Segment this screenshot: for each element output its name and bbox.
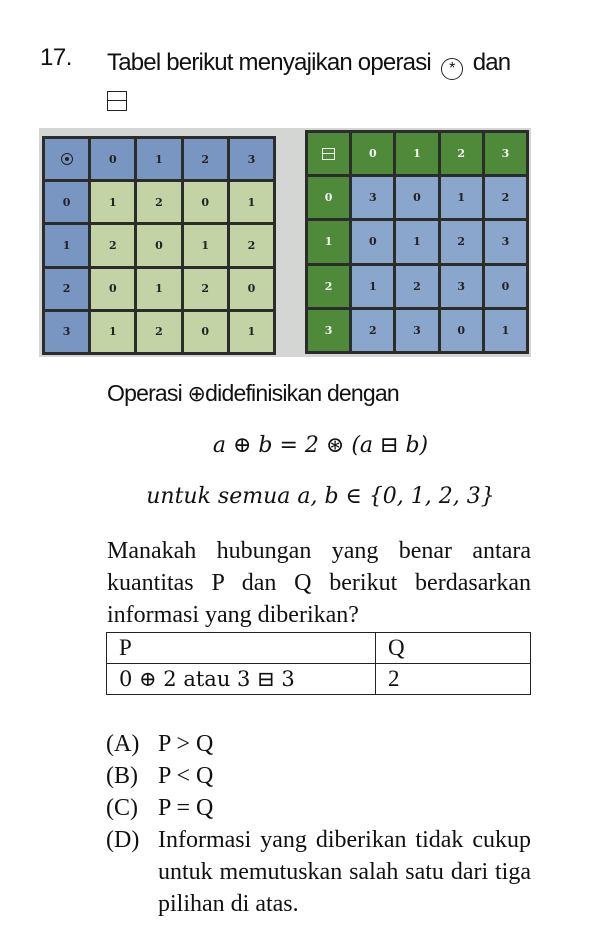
circle-dot-icon <box>61 153 73 165</box>
table-cell: 3 <box>441 266 482 307</box>
table-cell: 1 <box>91 312 134 352</box>
option-text: P = Q <box>158 795 214 821</box>
circled-asterisk-icon: * <box>441 58 463 80</box>
table-row-header: 3 <box>45 312 88 352</box>
table-cell: 0 <box>485 266 526 307</box>
p-value: 0 ⊕ 2 atau 3 ⊟ 3 <box>107 664 376 695</box>
q-value: 2 <box>376 664 531 695</box>
table-cell: 2 <box>137 182 180 222</box>
intro-text: Tabel berikut menyajikan operasi <box>107 49 431 76</box>
table-cell: 0 <box>137 225 180 265</box>
table-cell: 3 <box>352 177 393 218</box>
q-header: Q <box>376 633 531 664</box>
table-cell: 2 <box>485 177 526 218</box>
table-cell: 2 <box>137 312 180 352</box>
oplus-icon: ⊕ <box>187 382 206 407</box>
star-operation-table <box>42 136 276 355</box>
table-column-header: 3 <box>485 133 526 174</box>
table-cell: 1 <box>137 269 180 309</box>
table-cell: 2 <box>441 221 482 262</box>
table-row-header: 1 <box>45 225 88 265</box>
option-label: (A) <box>106 731 140 757</box>
definition-rest: didefinisikan dengan <box>205 380 399 406</box>
definition-formula: a ⊕ b = 2 ⊛ (a ⊟ b) <box>212 433 429 458</box>
definition-line <box>107 380 399 407</box>
table-row-header: 2 <box>308 266 349 307</box>
option-text: P < Q <box>158 763 214 789</box>
table-cell: 1 <box>230 312 273 352</box>
option-text: Informasi yang diberikan tidak cukup untuk memutuskan salah satu dari tiga pilihan di atas. <box>158 827 531 917</box>
option-b[interactable] <box>106 760 531 792</box>
table-column-header: 1 <box>396 133 437 174</box>
option-text: P > Q <box>158 731 214 757</box>
intro-and: dan <box>472 49 511 76</box>
table-corner-cell <box>45 139 88 179</box>
question-number: 17. <box>40 44 72 71</box>
answer-options <box>106 728 531 920</box>
table-cell: 0 <box>441 310 482 351</box>
pq-table <box>106 632 531 695</box>
table-row-header: 0 <box>308 177 349 218</box>
table-cell: 1 <box>91 182 134 222</box>
table-column-header: 2 <box>184 139 227 179</box>
table-row-header: 3 <box>308 310 349 351</box>
option-label: (C) <box>106 795 138 821</box>
table-column-header: 1 <box>137 139 180 179</box>
table-cell: 2 <box>352 310 393 351</box>
table-cell: 1 <box>352 266 393 307</box>
table-cell: 1 <box>184 225 227 265</box>
operation-tables-photo <box>39 128 531 357</box>
option-c[interactable] <box>106 792 531 824</box>
table-row-header: 0 <box>45 182 88 222</box>
option-label: (D) <box>106 827 140 853</box>
table-row-header: 1 <box>308 221 349 262</box>
boxed-minus-icon <box>322 148 335 160</box>
table-column-header: 0 <box>91 139 134 179</box>
table-cell: 1 <box>485 310 526 351</box>
table-cell: 3 <box>485 221 526 262</box>
definition-domain: untuk semua a, b ∈ {0, 1, 2, 3} <box>146 484 495 509</box>
table-cell: 1 <box>441 177 482 218</box>
table-column-header: 0 <box>352 133 393 174</box>
table-corner-cell <box>308 133 349 174</box>
table-cell: 2 <box>230 225 273 265</box>
table-column-header: 2 <box>441 133 482 174</box>
p-header: P <box>107 633 376 664</box>
table-cell: 0 <box>230 269 273 309</box>
table-cell: 0 <box>91 269 134 309</box>
table-cell: 1 <box>230 182 273 222</box>
table-cell: 2 <box>91 225 134 265</box>
table-cell: 3 <box>396 310 437 351</box>
definition-operasi: Operasi <box>107 380 182 406</box>
table-cell: 2 <box>396 266 437 307</box>
table-cell: 1 <box>396 221 437 262</box>
option-d[interactable] <box>106 824 531 920</box>
table-cell: 0 <box>184 182 227 222</box>
table-cell: 0 <box>396 177 437 218</box>
boxed-minus-icon <box>107 91 127 111</box>
option-label: (B) <box>106 763 138 789</box>
table-cell: 2 <box>184 269 227 309</box>
table-cell: 0 <box>184 312 227 352</box>
table-cell: 0 <box>352 221 393 262</box>
option-a[interactable] <box>106 728 531 760</box>
table-row-header: 2 <box>45 269 88 309</box>
table-column-header: 3 <box>230 139 273 179</box>
question-intro <box>107 44 547 120</box>
box-operation-table <box>305 130 529 354</box>
question-prompt: Manakah hubungan yang benar antara kuantitas P dan Q berikut berdasarkan informasi yang diberikan? <box>107 538 531 628</box>
